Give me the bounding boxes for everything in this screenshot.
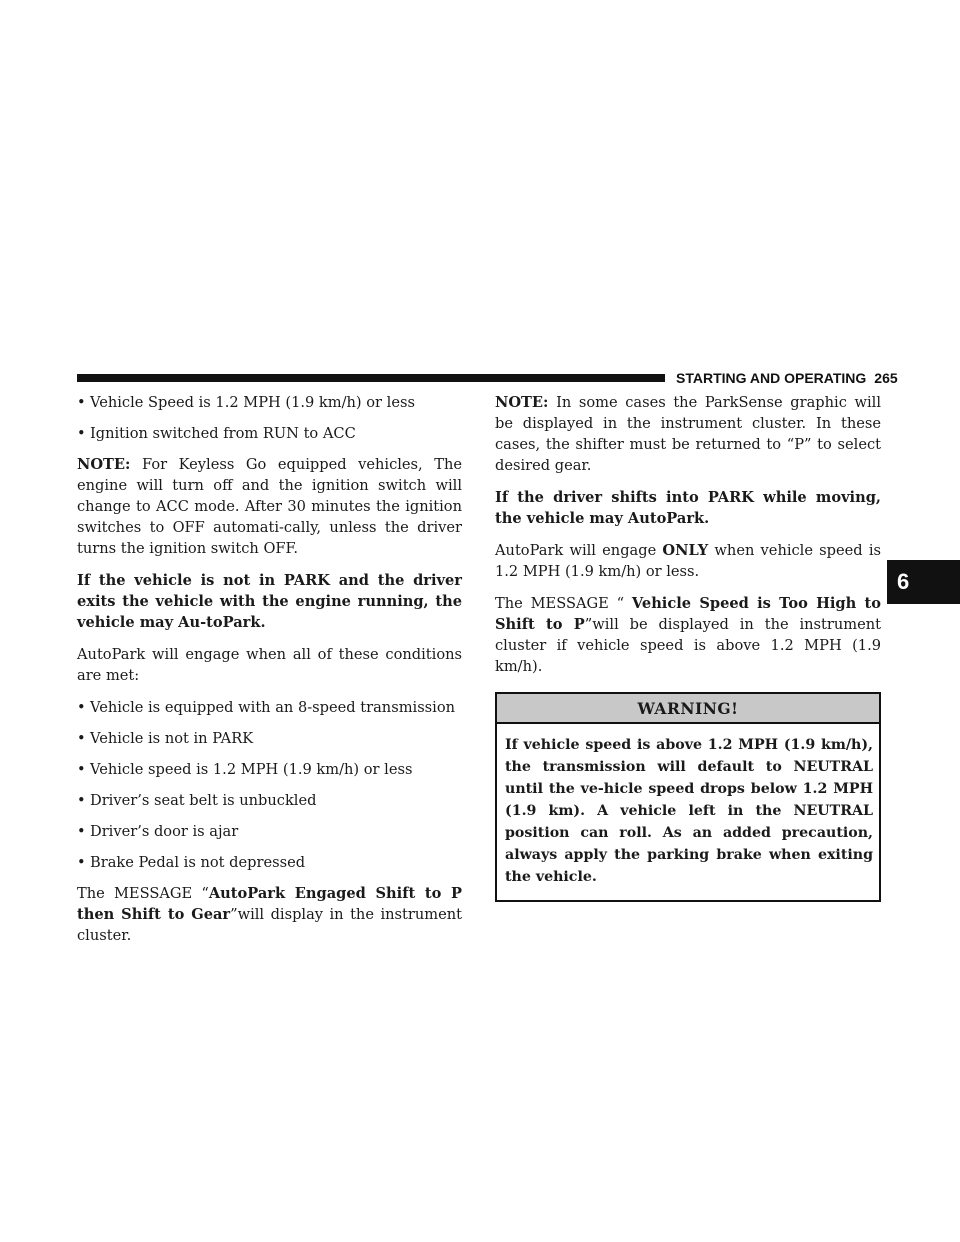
note-label: NOTE: — [77, 456, 131, 473]
condition-item — [77, 790, 462, 811]
condition-text: Vehicle speed is 1.2 MPH (1.9 km/h) or less — [90, 761, 413, 778]
message-text: AutoPark Engaged Shift to P then Shift to Gear — [77, 885, 462, 923]
bold-paragraph: If the vehicle is not in PARK and the driver exits the vehicle with the engine running, the vehicle may Au-toPark. — [77, 572, 462, 631]
message-prefix: The MESSAGE “ — [77, 885, 209, 902]
bold-paragraph: If the driver shifts into PARK while moving, the vehicle may AutoPark. — [495, 489, 881, 527]
condition-item — [77, 852, 462, 873]
message-suffix: ”will be displayed in the instrument cluster if vehicle speed is above 1.2 MPH (1.9 km/h). — [495, 616, 882, 675]
message-text: Vehicle Speed is Too High to Shift to P — [495, 595, 881, 633]
header-rule — [77, 374, 665, 382]
bullet-icon: • — [77, 854, 86, 871]
bullet-text: Ignition switched from RUN to ACC — [90, 425, 356, 442]
left-column — [77, 392, 462, 957]
warning-text: If vehicle speed is above 1.2 MPH (1.9 km/h), the transmission will default to NEUTRAL until the ve-hicle speed drops below 1.2 MPH (1.9 km). A vehicle left in the NEUTRAL position can roll. As an added precaution, always apply the parking brake when exiting the vehicle. — [505, 737, 873, 885]
bullet-icon: • — [77, 730, 86, 747]
running-header — [676, 370, 898, 386]
note-paragraph — [77, 454, 462, 559]
engage-prefix: AutoPark will engage — [495, 542, 663, 559]
bullet-item — [77, 423, 462, 444]
message-suffix: ”will display in the instrument cluster. — [77, 906, 462, 944]
condition-item — [77, 697, 462, 718]
bullet-icon: • — [77, 792, 86, 809]
chapter-tab — [887, 560, 960, 604]
bullet-icon: • — [77, 761, 86, 778]
bullet-icon: • — [77, 394, 86, 411]
engage-emphasis: ONLY — [662, 542, 709, 559]
chapter-number: 6 — [897, 569, 910, 594]
note-paragraph — [495, 392, 881, 476]
bullet-item — [77, 392, 462, 413]
bullet-icon: • — [77, 425, 86, 442]
message-paragraph — [495, 593, 881, 677]
page-number: 265 — [874, 370, 898, 386]
engage-paragraph — [495, 540, 881, 582]
note-label: NOTE: — [495, 394, 549, 411]
section-title: STARTING AND OPERATING — [676, 370, 867, 386]
note-text: In some cases the ParkSense graphic will be displayed in the instrument cluster. In these cases, the shifter must be returned to “P” to select desired gear. — [495, 394, 882, 474]
warning-box — [495, 692, 881, 902]
message-prefix: The MESSAGE “ — [495, 595, 632, 612]
conditions-intro: AutoPark will engage when all of these conditions are met: — [77, 646, 462, 684]
note-text: For Keyless Go equipped vehicles, The engine will turn off and the ignition switch will change to ACC mode. After 30 minutes the ignition switches to OFF automati-cally, unless the driver turns the ignition switch OFF. — [77, 456, 463, 557]
condition-item — [77, 728, 462, 749]
condition-text: Driver’s door is ajar — [90, 823, 239, 840]
condition-text: Vehicle is equipped with an 8-speed transmission — [90, 699, 456, 716]
bullet-icon: • — [77, 699, 86, 716]
warning-title: WARNING! — [497, 694, 879, 724]
message-paragraph — [77, 883, 462, 946]
bullet-text: Vehicle Speed is 1.2 MPH (1.9 km/h) or less — [90, 394, 415, 411]
engage-suffix: when vehicle speed is 1.2 MPH (1.9 km/h) or less. — [495, 542, 881, 580]
condition-text: Driver’s seat belt is unbuckled — [90, 792, 317, 809]
condition-text: Vehicle is not in PARK — [90, 730, 254, 747]
condition-item — [77, 759, 462, 780]
condition-text: Brake Pedal is not depressed — [90, 854, 306, 871]
condition-item — [77, 821, 462, 842]
bullet-icon: • — [77, 823, 86, 840]
right-column — [495, 392, 881, 902]
